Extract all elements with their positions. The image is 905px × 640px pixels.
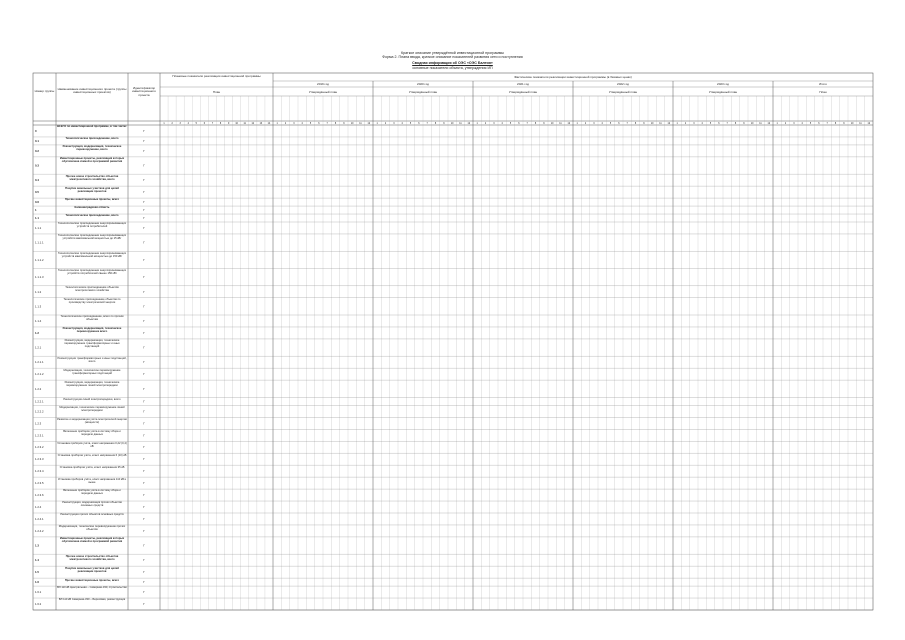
col-header-year-sub: Утверждённый план: [408, 90, 438, 94]
row-number: 0.4: [35, 178, 39, 183]
column-number: 12: [567, 123, 571, 125]
col-header-year: Итого: [819, 82, 827, 86]
document-title-2: Форма 2. Плана ввода, краткое описание показателей развития сети и поступления: [382, 55, 523, 59]
column-number: 11: [243, 123, 246, 125]
row-object-name: Прочее новое строительство объектов электросетевого хозяйства, всего: [65, 174, 119, 181]
column-number: 12: [367, 123, 371, 125]
row-id: Г: [143, 580, 145, 585]
row-number: 1.2.3.3: [35, 457, 44, 462]
row-object-name: Включение приборов учёта в систему сбора и передачи данных: [63, 429, 121, 436]
column-number: 1: [676, 123, 678, 125]
row-id: Г: [143, 516, 145, 521]
row-object-name: Установка приборов учёта, класс напряжения 110 кВ и выше: [57, 477, 127, 484]
row-id: Г: [143, 163, 145, 168]
col-header-number: Номер группы: [34, 89, 55, 93]
row-id: Г: [143, 493, 145, 498]
column-number: 1: [476, 123, 478, 125]
row-number: 1.2: [35, 330, 39, 335]
row-id: Г: [143, 543, 145, 548]
document-note: основные показатели объекта, утверждения ИП: [412, 66, 493, 70]
column-number: 4: [501, 123, 503, 125]
row-id: Г: [143, 360, 145, 365]
row-id: Г: [143, 275, 145, 280]
column-number: 6: [818, 123, 820, 125]
row-number: 1.2.2.2: [35, 409, 44, 414]
row-number: 1.6: [35, 580, 39, 585]
row-object-name: Реконструкция, модернизация, техническое перевооружение, всего: [62, 145, 122, 152]
row-object-name: Покупка земельных участков для целей реализации проектов: [65, 186, 119, 193]
column-number: 4: [701, 123, 703, 125]
row-object-name: Технологическое присоединение энергопринимающих устройств потребителей: [57, 222, 127, 229]
column-number: 8: [534, 123, 537, 125]
row-id: Г: [143, 345, 145, 350]
column-number: 2: [171, 123, 173, 125]
document-subtitle: Сводная информация об ОЭС «ОЭС Балтия»: [412, 61, 493, 65]
row-number: 1.2.3: [35, 421, 42, 426]
row-id: Г: [143, 372, 145, 377]
column-number: 11: [859, 123, 862, 125]
row-id: Г: [143, 208, 145, 213]
column-number: 10: [450, 123, 454, 125]
row-id: Г: [143, 304, 145, 309]
row-id: Г: [143, 558, 145, 563]
row-object-name: Реконструкция, модернизация, техническое перевооружение всего: [62, 327, 122, 334]
col-header-year: 2023 год: [717, 82, 729, 86]
col-header-year-sub: План: [819, 90, 827, 94]
row-id: Г: [143, 481, 145, 486]
column-number: 3: [179, 123, 181, 125]
col-header-name: Наименование инвестиционного проекта (группы инвестиционных проектов): [57, 88, 127, 95]
column-number: 12: [767, 123, 771, 125]
row-number: 1.2.3.2: [35, 445, 44, 450]
row-id: Г: [143, 257, 145, 262]
column-number: 1: [576, 123, 578, 125]
column-number: 6: [318, 123, 320, 125]
row-number: 1.2.1.2: [35, 372, 44, 377]
column-number: 5: [195, 123, 197, 125]
row-object-name: Включение приборов учёта в систему сбора и передачи данных: [63, 489, 121, 496]
column-number: 1: [376, 123, 378, 125]
row-object-name: Установка приборов учёта, класс напряжения 0,22 (0,4) кВ: [57, 441, 127, 448]
row-number: 1.6.1: [35, 590, 42, 595]
column-number: 9: [743, 123, 745, 125]
column-number: 2: [484, 123, 487, 125]
row-object-name: ВЛ 110 кВ Северная-330 – Береговая, реконструкция: [58, 598, 126, 602]
col-header-year-sub: Утверждённый план: [608, 90, 638, 94]
column-number: 11: [459, 123, 462, 125]
column-number: 7: [626, 123, 628, 125]
row-id: Г: [143, 570, 145, 575]
row-object-name: Технологическое присоединение, всего по прочим объектам: [60, 315, 124, 322]
column-number: 4: [801, 123, 803, 125]
column-number: 12: [867, 123, 871, 125]
row-id: Г: [143, 505, 145, 510]
row-number: 1.2.1: [35, 345, 42, 350]
row-id: Г: [143, 445, 145, 450]
row-number: 0.3: [35, 163, 39, 168]
row-number: 1.2.4.1: [35, 516, 44, 521]
row-object-name: Установка приборов учёта, класс напряжения 6 (10) кВ: [57, 453, 127, 457]
row-object-name: Технологическое присоединение энергопринимающих устройств максимальной мощностью до 15 кВт: [57, 234, 127, 241]
row-id: Г: [143, 289, 145, 294]
column-number: 12: [667, 123, 671, 125]
row-number: 0: [35, 128, 37, 133]
col-header-year: 2021 год: [517, 82, 529, 86]
col-header-year: 2022 год: [617, 82, 629, 86]
row-id: Г: [143, 528, 145, 533]
col-header-year-sub: Утверждённый план: [508, 90, 538, 94]
row-number: 1.2.1.1: [35, 360, 44, 365]
column-number: 2: [784, 123, 787, 125]
column-number: 2: [384, 123, 387, 125]
column-number: 9: [543, 123, 545, 125]
column-number: 3: [693, 123, 695, 125]
column-number: 9: [643, 123, 645, 125]
row-id: Г: [143, 409, 145, 414]
row-object-name: Реконструкция прочих объектов основных средств: [60, 513, 124, 517]
row-id: Г: [143, 330, 145, 335]
row-number: 1.1.4: [35, 318, 42, 323]
column-number: 2: [684, 123, 687, 125]
row-number: 1.2.3.4: [35, 469, 44, 474]
row-id: Г: [143, 240, 145, 245]
row-id: Г: [143, 602, 145, 607]
row-object-name: Инвестиционные проекты, реализация которых обусловлена схемой и программой развития: [59, 537, 125, 544]
column-number: 3: [593, 123, 595, 125]
col-header-id: Идентификатор инвестиционного проекта: [132, 87, 156, 97]
row-object-name: Технологическое присоединение объектов по производству электрической энергии: [63, 298, 121, 305]
row-number: 1.2.4: [35, 505, 42, 510]
row-id: Г: [143, 138, 145, 143]
row-object-name: Технологическое присоединение, всего: [65, 214, 119, 218]
row-number: 1.1.3: [35, 304, 42, 309]
row-object-name: ВСЕГО по инвестиционной программе, в том числе:: [57, 125, 127, 129]
column-number: 5: [309, 123, 312, 125]
column-number: 10: [750, 123, 754, 125]
column-number: 8: [734, 123, 737, 125]
col-header-year-sub: Утверждённый план: [708, 90, 738, 94]
column-number: 12: [467, 123, 471, 125]
column-number: 6: [518, 123, 520, 125]
row-number: 1.1.1.2: [35, 257, 44, 262]
row-id: Г: [143, 216, 145, 221]
row-object-name: ВЛ 110 кВ Центральная – Северная-330, строительство: [57, 586, 127, 590]
col-header-fact: Фактические показатели реализации инвестиционной программы (в базовых ценах): [514, 75, 632, 79]
column-number: 5: [609, 123, 612, 125]
col-header-year: 2020 год: [417, 82, 429, 86]
column-number: 10: [650, 123, 654, 125]
column-number: 1: [276, 123, 278, 125]
row-object-name: Инвестиционные проекты, реализация которых обусловлена схемой и программой развития: [59, 157, 125, 164]
row-id: Г: [143, 178, 145, 183]
column-number: 13: [259, 123, 263, 125]
row-object-name: Технологическое присоединение энергопринимающих устройств потребителей свыше 150 кВт: [57, 268, 127, 275]
column-number: 3: [493, 123, 495, 125]
column-number: 6: [718, 123, 720, 125]
column-number: 4: [187, 123, 189, 125]
row-number: 1.4: [35, 558, 39, 563]
column-number: 14: [267, 123, 271, 125]
row-number: 0.6: [35, 200, 39, 205]
column-number: 8: [634, 123, 637, 125]
column-number: 7: [426, 123, 428, 125]
row-number: 1.2.3.5: [35, 481, 44, 486]
row-object-name: Развитие и модернизация учёта электрической энергии (мощности): [57, 417, 127, 424]
row-number: 1.3: [35, 543, 39, 548]
column-number: 2: [584, 123, 587, 125]
column-number: 9: [343, 123, 345, 125]
column-number: 9: [843, 123, 845, 125]
column-number: 5: [809, 123, 812, 125]
row-number: 0.1: [35, 138, 39, 143]
row-number: 1.1.1.1: [35, 240, 44, 245]
row-number: 1.5: [35, 570, 39, 575]
column-number: 8: [834, 123, 837, 125]
column-number: 5: [709, 123, 712, 125]
row-number: 1.1.1: [35, 225, 42, 230]
column-number: 7: [726, 123, 728, 125]
column-number: 6: [203, 123, 206, 125]
row-number: 1.2.3.6: [35, 493, 44, 498]
row-id: Г: [143, 469, 145, 474]
row-object-name: Покупка земельных участков для целей реализации проектов: [65, 566, 119, 573]
column-number: 3: [793, 123, 795, 125]
column-number: 8: [334, 123, 337, 125]
row-id: Г: [143, 386, 145, 391]
row-object-name: Прочие инвестиционные проекты, всего: [64, 578, 120, 582]
row-object-name: Технологическое присоединение, всего: [65, 137, 119, 141]
row-id: Г: [143, 200, 145, 205]
row-object-name: Прочее новое строительство объектов электросетевого хозяйства, всего: [65, 554, 119, 561]
row-id: Г: [143, 399, 145, 404]
row-object-name: Технологическое присоединение энергопринимающих устройств максимальной мощностью до 150 кВт: [57, 251, 127, 258]
column-number: 8: [434, 123, 437, 125]
table-border: [33, 73, 873, 610]
column-number: 5: [409, 123, 412, 125]
column-number: 10: [350, 123, 354, 125]
row-object-name: Технологическое присоединение объектов электросетевого хозяйства: [65, 286, 119, 293]
column-number: 5: [509, 123, 512, 125]
col-header-plan-sub: План: [212, 90, 221, 94]
row-object-name: Реконструкция, модернизация, техническое перевооружение трансформаторных и иных подстанций: [64, 339, 120, 349]
row-id: Г: [143, 190, 145, 195]
row-number: 1: [35, 208, 37, 213]
column-number: 1: [776, 123, 778, 125]
row-number: 0.2: [35, 148, 39, 153]
column-number: 6: [418, 123, 420, 125]
column-number: 9: [443, 123, 445, 125]
column-number: 2: [284, 123, 287, 125]
column-number: 11: [659, 123, 662, 125]
row-number: 1.1.1.3: [35, 275, 44, 280]
row-object-name: Калининградская область: [74, 206, 110, 210]
row-id: Г: [143, 225, 145, 230]
row-id: Г: [143, 128, 145, 133]
row-number: 1.1: [35, 216, 39, 221]
row-number: 1.2.2.1: [35, 399, 44, 404]
row-number: 0.5: [35, 190, 39, 195]
row-number: 1.1.2: [35, 289, 42, 294]
column-number: 11: [359, 123, 362, 125]
col-header-year: 2019 год: [317, 82, 329, 86]
column-number: 4: [401, 123, 403, 125]
column-number: 11: [759, 123, 762, 125]
col-header-year-sub: Утверждённый план: [308, 90, 338, 94]
document-title-1: Краткое описание утверждённой инвестиционной программы: [401, 51, 504, 55]
row-object-name: Модернизация, техническое перевооружение линий электропередачи: [59, 405, 125, 412]
column-number: 10: [850, 123, 854, 125]
row-id: Г: [143, 433, 145, 438]
column-number: 7: [526, 123, 528, 125]
column-number: 7: [826, 123, 828, 125]
row-object-name: Реконструкция трансформаторных и иных подстанций, всего: [57, 356, 127, 363]
row-object-name: Реконструкция линий электропередачи, всего: [63, 397, 121, 401]
column-number: 4: [601, 123, 603, 125]
column-number: 9: [227, 123, 230, 125]
column-number: 3: [293, 123, 295, 125]
row-object-name: Реконструкция, модернизация, техническое перевооружение линий электропередачи: [64, 380, 120, 387]
row-id: Г: [143, 318, 145, 323]
column-number: 7: [211, 123, 214, 125]
row-object-name: Прочие инвестиционные проекты, всего: [64, 198, 120, 202]
row-object-name: Модернизация, техническое перевооружение трансформаторных подстанций: [63, 368, 121, 375]
column-number: 1: [163, 123, 165, 125]
row-id: Г: [143, 148, 145, 153]
row-object-name: Модернизация, техническое перевооружение прочих объектов: [58, 525, 126, 532]
column-number: 8: [219, 123, 222, 125]
row-id: Г: [143, 457, 145, 462]
row-object-name: Реконструкция, модернизация прочих объектов основных средств: [62, 501, 122, 508]
column-number: 10: [235, 123, 238, 125]
row-number: 1.2.4.2: [35, 528, 44, 533]
column-number: 7: [326, 123, 328, 125]
col-header-plan: Плановые показатели реализации инвестиционной программы: [172, 75, 261, 78]
column-number: 6: [618, 123, 620, 125]
row-number: 1.6.2: [35, 602, 42, 607]
row-number: 1.2.2: [35, 386, 42, 391]
row-id: Г: [143, 421, 145, 426]
column-number: 3: [393, 123, 395, 125]
row-object-name: Установка приборов учёта, класс напряжения 35 кВ: [59, 465, 125, 469]
column-number: 10: [550, 123, 554, 125]
column-number: 12: [251, 123, 255, 125]
row-id: Г: [143, 590, 145, 595]
row-number: 1.2.3.1: [35, 433, 44, 438]
column-number: 11: [559, 123, 562, 125]
column-number: 4: [301, 123, 303, 125]
